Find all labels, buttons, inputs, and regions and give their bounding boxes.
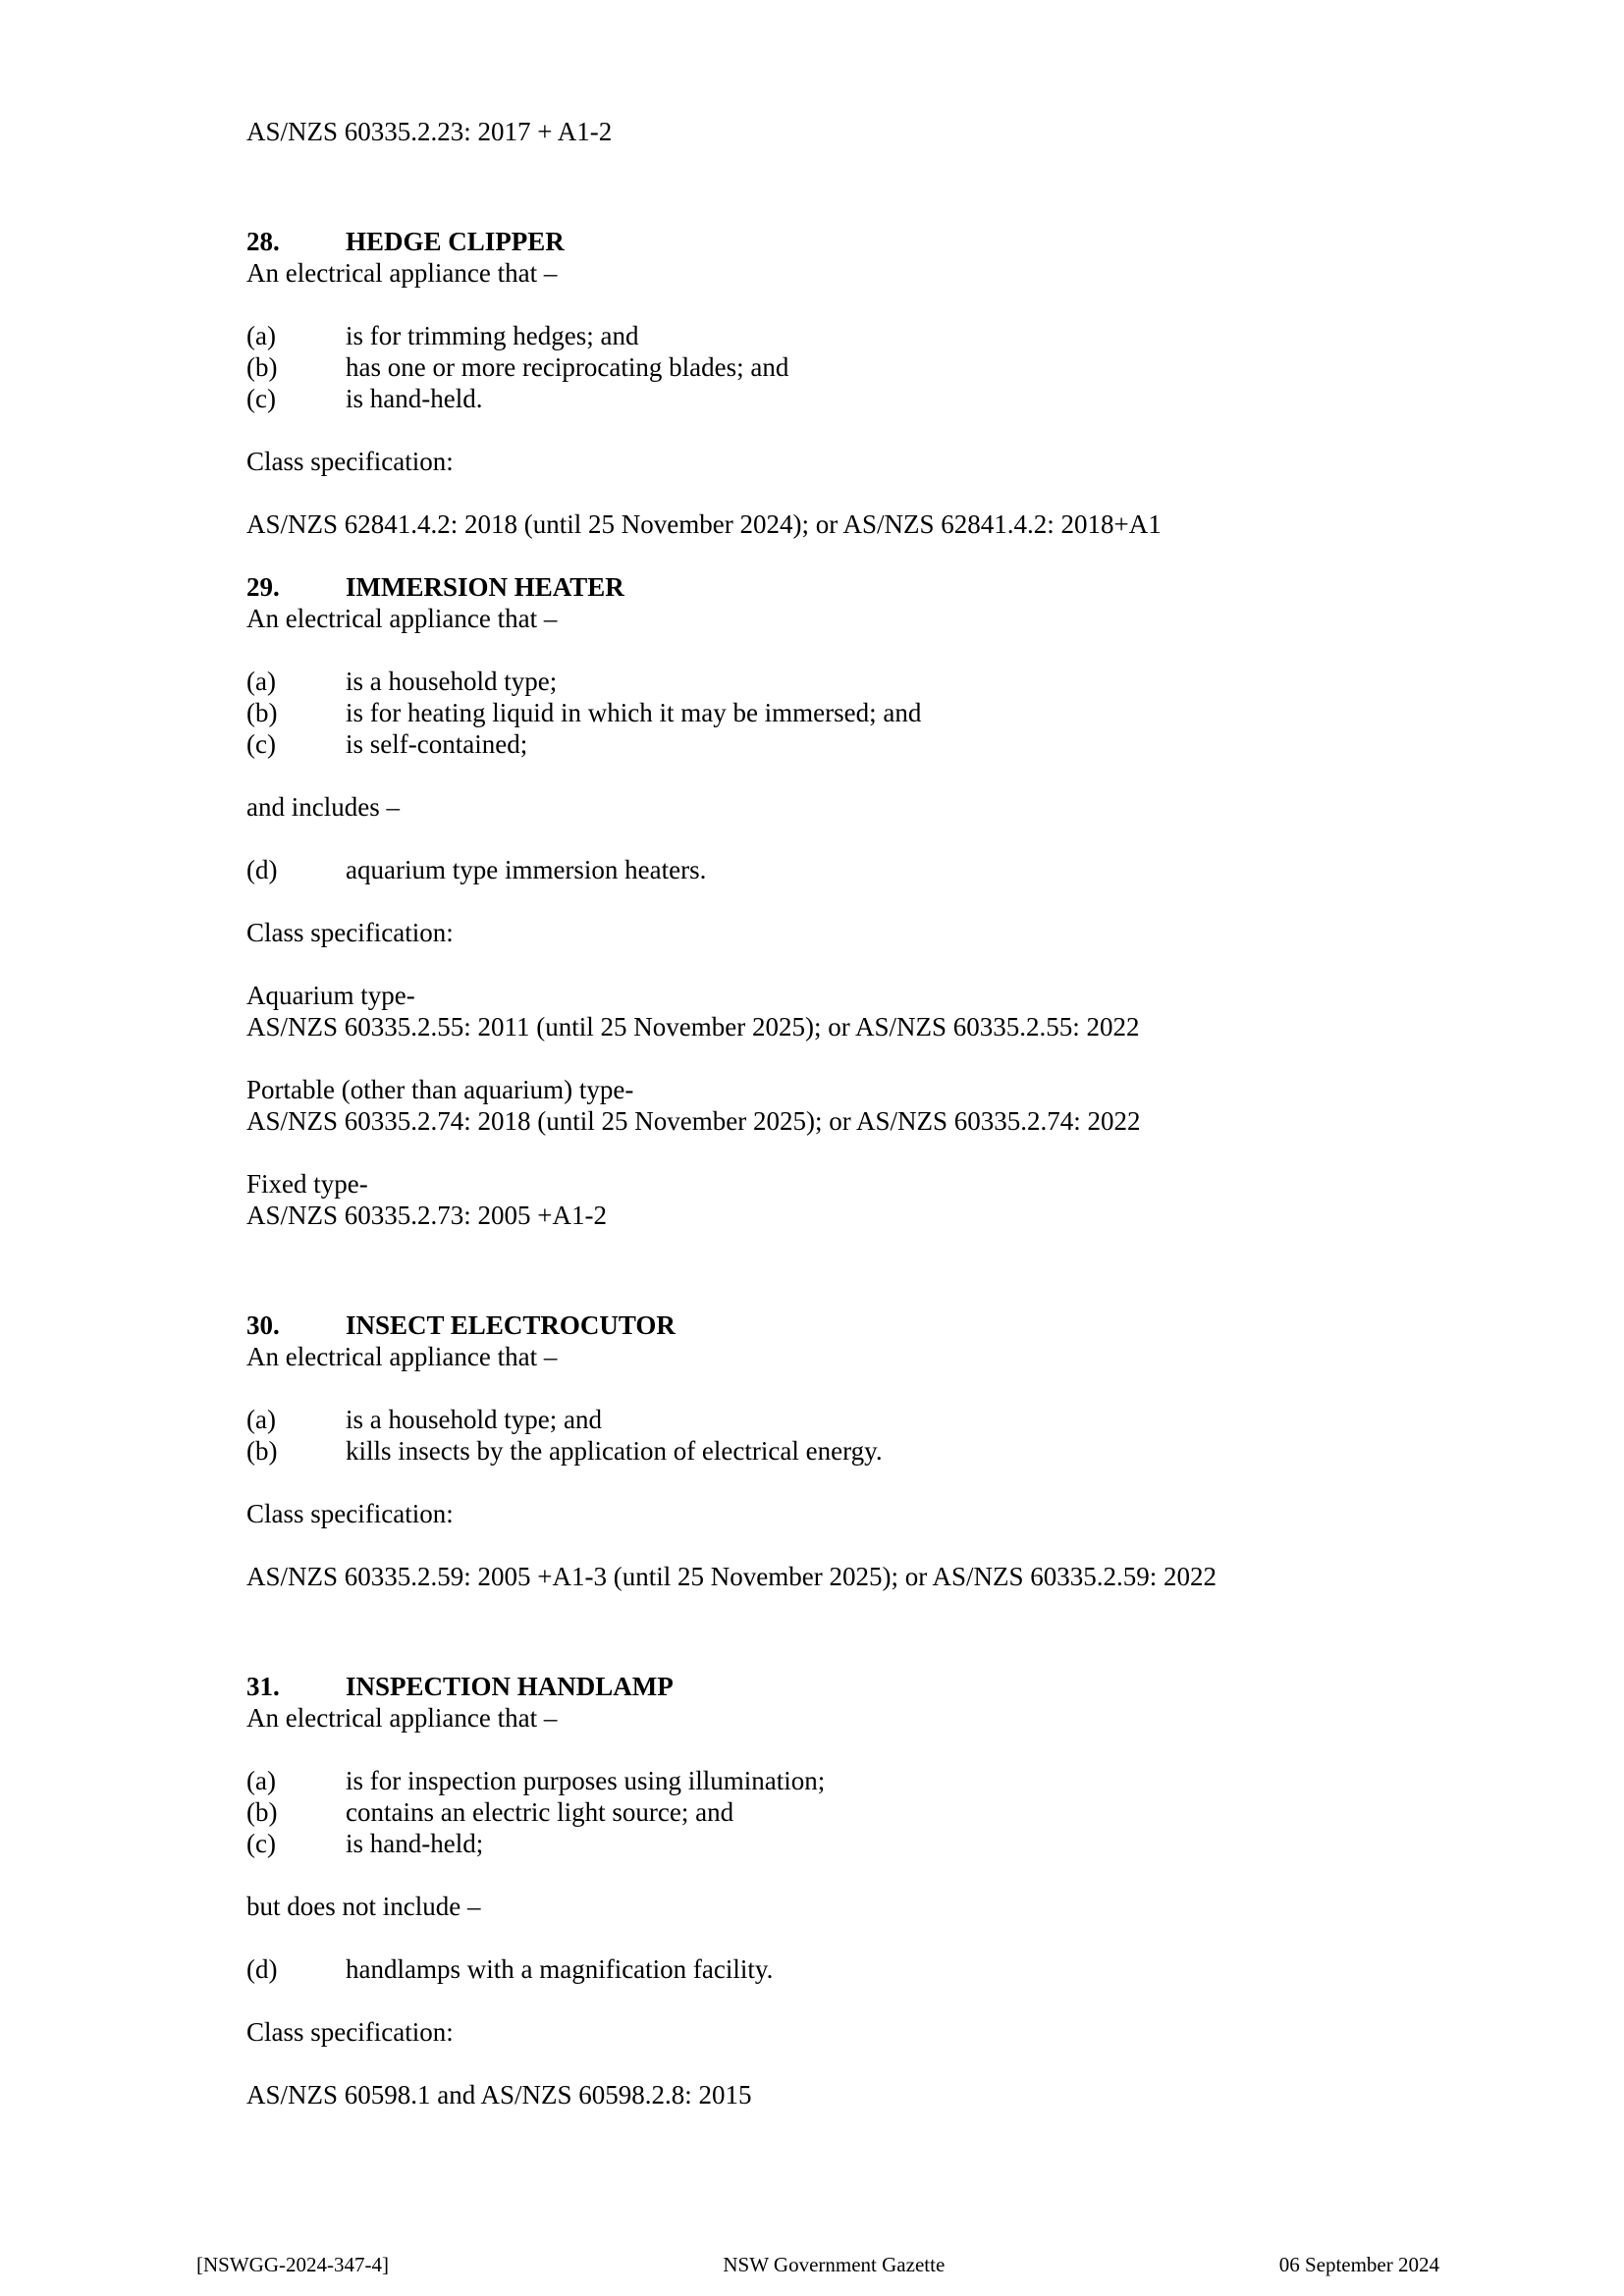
section-number: 31. [246, 1672, 280, 1701]
class-spec-value: AS/NZS 60598.1 and AS/NZS 60598.2.8: 2015 [246, 2080, 752, 2109]
section-intro: An electrical appliance that – [246, 1703, 558, 1733]
list-item: (c) is self-contained; [246, 729, 528, 759]
spec-type: Portable (other than aquarium) type- [246, 1075, 634, 1104]
footer-date: 06 September 2024 [1278, 2253, 1439, 2276]
class-spec-value: AS/NZS 60335.2.59: 2005 +A1-3 (until 25 November 2025); or AS/NZS 60335.2.59: 2022 [246, 1562, 1217, 1591]
list-item: (b) kills insects by the application of electrical energy. [246, 1436, 883, 1466]
section-30-heading [246, 1309, 1376, 1341]
class-spec-value: AS/NZS 60335.2.73: 2005 +A1-2 [246, 1201, 607, 1230]
list-item: (b) contains an electric light source; and [246, 1797, 734, 1827]
class-spec-label: Class specification: [246, 447, 454, 476]
list-item: (c) is hand-held; [246, 1829, 484, 1858]
class-spec-value: AS/NZS 62841.4.2: 2018 (until 25 November 2024); or AS/NZS 62841.4.2: 2018+A1 [246, 509, 1162, 539]
section-number: 28. [246, 227, 280, 256]
document-body [246, 116, 1376, 2110]
list-item: (b) has one or more reciprocating blades; and [246, 352, 789, 382]
footer-reference: [NSWGG-2024-347-4] [196, 2253, 389, 2276]
section-title: IMMERSION HEATER [346, 572, 624, 602]
page-footer [196, 2252, 1439, 2277]
section-number: 30. [246, 1310, 280, 1340]
spec-type: Fixed type- [246, 1169, 368, 1199]
list-item: (a) is for trimming hedges; and [246, 321, 639, 350]
section-title: INSECT ELECTROCUTOR [346, 1310, 676, 1340]
section-intro: An electrical appliance that – [246, 258, 558, 288]
section-intro: An electrical appliance that – [246, 1342, 558, 1371]
section-title: INSPECTION HANDLAMP [346, 1672, 674, 1701]
section-intro: An electrical appliance that – [246, 604, 558, 633]
section-title: HEDGE CLIPPER [346, 227, 565, 256]
list-item: (a) is for inspection purposes using illumination; [246, 1766, 826, 1795]
top-spec-line: AS/NZS 60335.2.23: 2017 + A1-2 [246, 117, 613, 146]
class-spec-label: Class specification: [246, 918, 454, 947]
section-number: 29. [246, 572, 280, 602]
class-spec-label: Class specification: [246, 1499, 454, 1528]
section-31-heading [246, 1671, 1376, 1702]
list-item: (c) is hand-held. [246, 384, 483, 413]
class-spec-label: Class specification: [246, 2017, 454, 2047]
list-item: (a) is a household type; [246, 667, 558, 696]
class-spec-value: AS/NZS 60335.2.74: 2018 (until 25 November 2025); or AS/NZS 60335.2.74: 2022 [246, 1106, 1141, 1136]
list-item: (d) aquarium type immersion heaters. [246, 855, 707, 884]
footer-publication: NSW Government Gazette [723, 2253, 946, 2276]
class-spec-value: AS/NZS 60335.2.55: 2011 (until 25 November 2025); or AS/NZS 60335.2.55: 2022 [246, 1012, 1140, 1041]
spec-type: Aquarium type- [246, 981, 415, 1010]
includes-label: and includes – [246, 792, 400, 822]
section-28-heading [246, 226, 1376, 257]
section-29-heading [246, 571, 1376, 603]
excludes-label: but does not include – [246, 1892, 481, 1921]
list-item: (a) is a household type; and [246, 1405, 602, 1434]
list-item: (b) is for heating liquid in which it may be immersed; and [246, 698, 922, 727]
list-item: (d) handlamps with a magnification facility. [246, 1954, 774, 1984]
